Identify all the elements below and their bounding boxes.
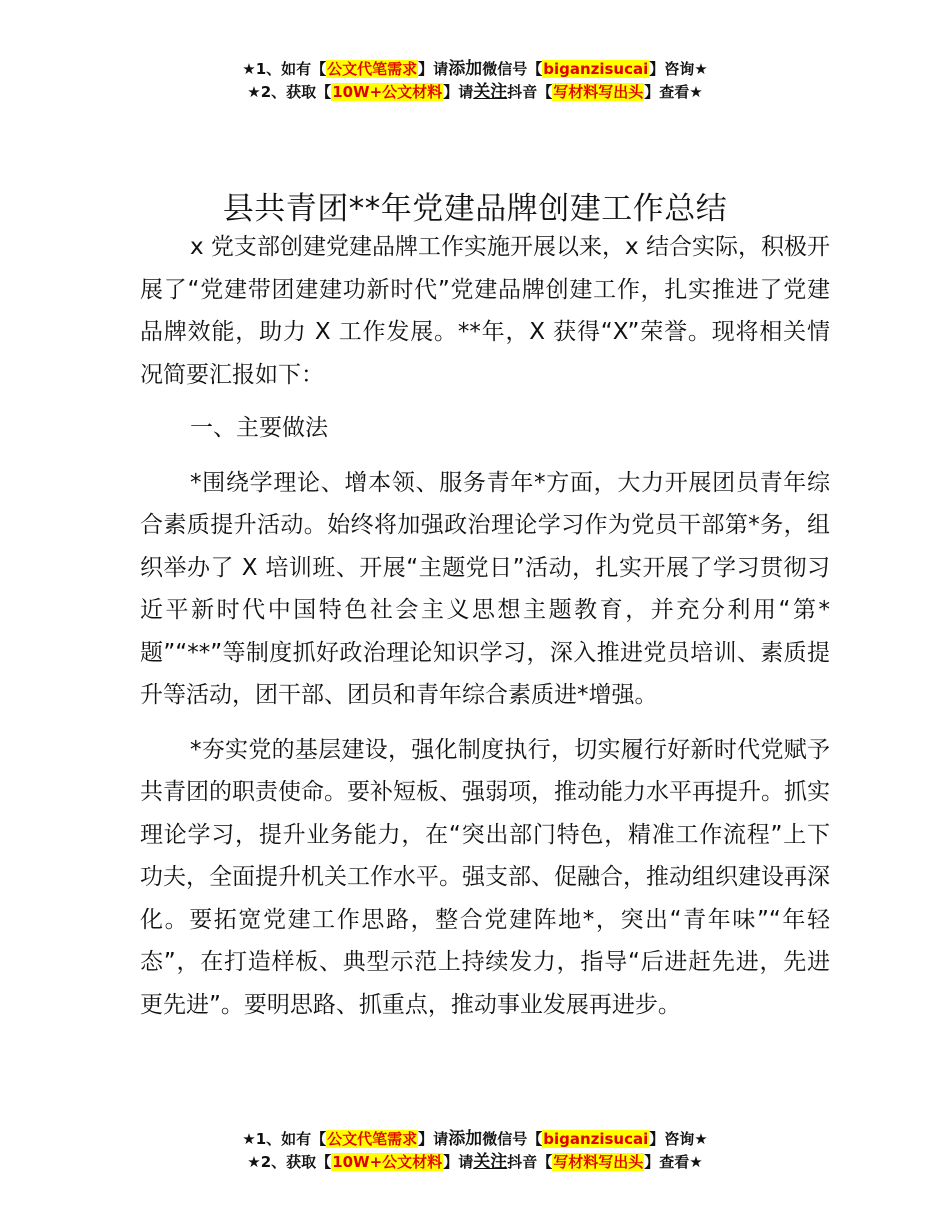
document-body	[140, 226, 830, 1038]
banner-highlight: biganzisucai	[543, 1130, 649, 1148]
banner-line-1	[0, 58, 950, 81]
banner-highlight: 写材料写出头	[553, 1153, 644, 1171]
banner-text: 微信号【	[482, 1130, 543, 1148]
banner-highlight: 公文代笔需求	[327, 60, 418, 78]
document-title: 县共青团**年党建品牌创建工作总结	[222, 190, 728, 227]
banner-text: 微信号【	[482, 60, 543, 78]
intro-paragraph: x 党支部创建党建品牌工作实施开展以来，x 结合实际，积极开展了“党建带团建建功新时代”党建品牌创建工作，扎实推进了党建品牌效能，助力 X 工作发展。**年，X 获得“X”荣誉。现将相关情况简要汇报如下：	[140, 234, 830, 388]
banner-text: ★1、如有【	[242, 1130, 327, 1148]
banner-text: 】查看★	[644, 1153, 703, 1171]
banner-emphasis: 关注	[473, 1152, 508, 1172]
banner-text: 】咨询★	[649, 1130, 708, 1148]
banner-text: ★2、获取【	[247, 1153, 332, 1171]
banner-line-2	[0, 81, 950, 104]
section-heading: 一、主要做法	[190, 415, 328, 441]
banner-text: ★2、获取【	[247, 83, 332, 101]
bottom-banner	[0, 1128, 950, 1174]
banner-highlight: 10W+公文材料	[332, 83, 443, 101]
banner-line-1	[0, 1128, 950, 1151]
banner-text: ★1、如有【	[242, 60, 327, 78]
banner-text: 】请	[418, 60, 449, 78]
banner-text: 】请	[418, 1130, 449, 1148]
banner-text: 】请	[443, 1153, 474, 1171]
banner-highlight: 写材料写出头	[553, 83, 644, 101]
banner-text: 抖音【	[507, 1153, 553, 1171]
banner-text: 】请	[443, 83, 474, 101]
body-paragraph: *夯实党的基层建设，强化制度执行，切实履行好新时代党赋予共青团的职责使命。要补短板、强弱项，推动能力水平再提升。抓实理论学习，提升业务能力，在“突出部门特色，精准工作流程”上下功夫，全面提升机关工作水平。强支部、促融合，推动组织建设再深化。要拓宽党建工作思路，整合党建阵地*，突出“青年味”“年轻态”，在打造样板、典型示范上持续发力，指导“后进赶先进，先进更先进”。要明思路、抓重点，推动事业发展再进步。	[140, 736, 830, 1018]
banner-highlight: 10W+公文材料	[332, 1153, 443, 1171]
banner-highlight: biganzisucai	[543, 60, 649, 78]
banner-emphasis: 关注	[473, 82, 508, 102]
banner-line-2	[0, 1151, 950, 1174]
body-paragraph: *围绕学理论、增本领、服务青年*方面，大力开展团员青年综合素质提升活动。始终将加强政治理论学习作为党员干部第*务，组织举办了 X 培训班、开展“主题党日”活动，扎实开展了学习贯彻习近平新时代中国特色社会主义思想主题教育，并充分利用“第*题”“**”等制度抓好政治理论知识学习，深入推进党员培训、素质提升等活动，团干部、团员和青年综合素质进*增强。	[140, 469, 830, 708]
top-banner	[0, 58, 950, 104]
banner-emphasis: 添加	[448, 1129, 483, 1149]
banner-text: 抖音【	[507, 83, 553, 101]
banner-emphasis: 添加	[448, 59, 483, 79]
banner-highlight: 公文代笔需求	[327, 1130, 418, 1148]
banner-text: 】咨询★	[649, 60, 708, 78]
banner-text: 】查看★	[644, 83, 703, 101]
